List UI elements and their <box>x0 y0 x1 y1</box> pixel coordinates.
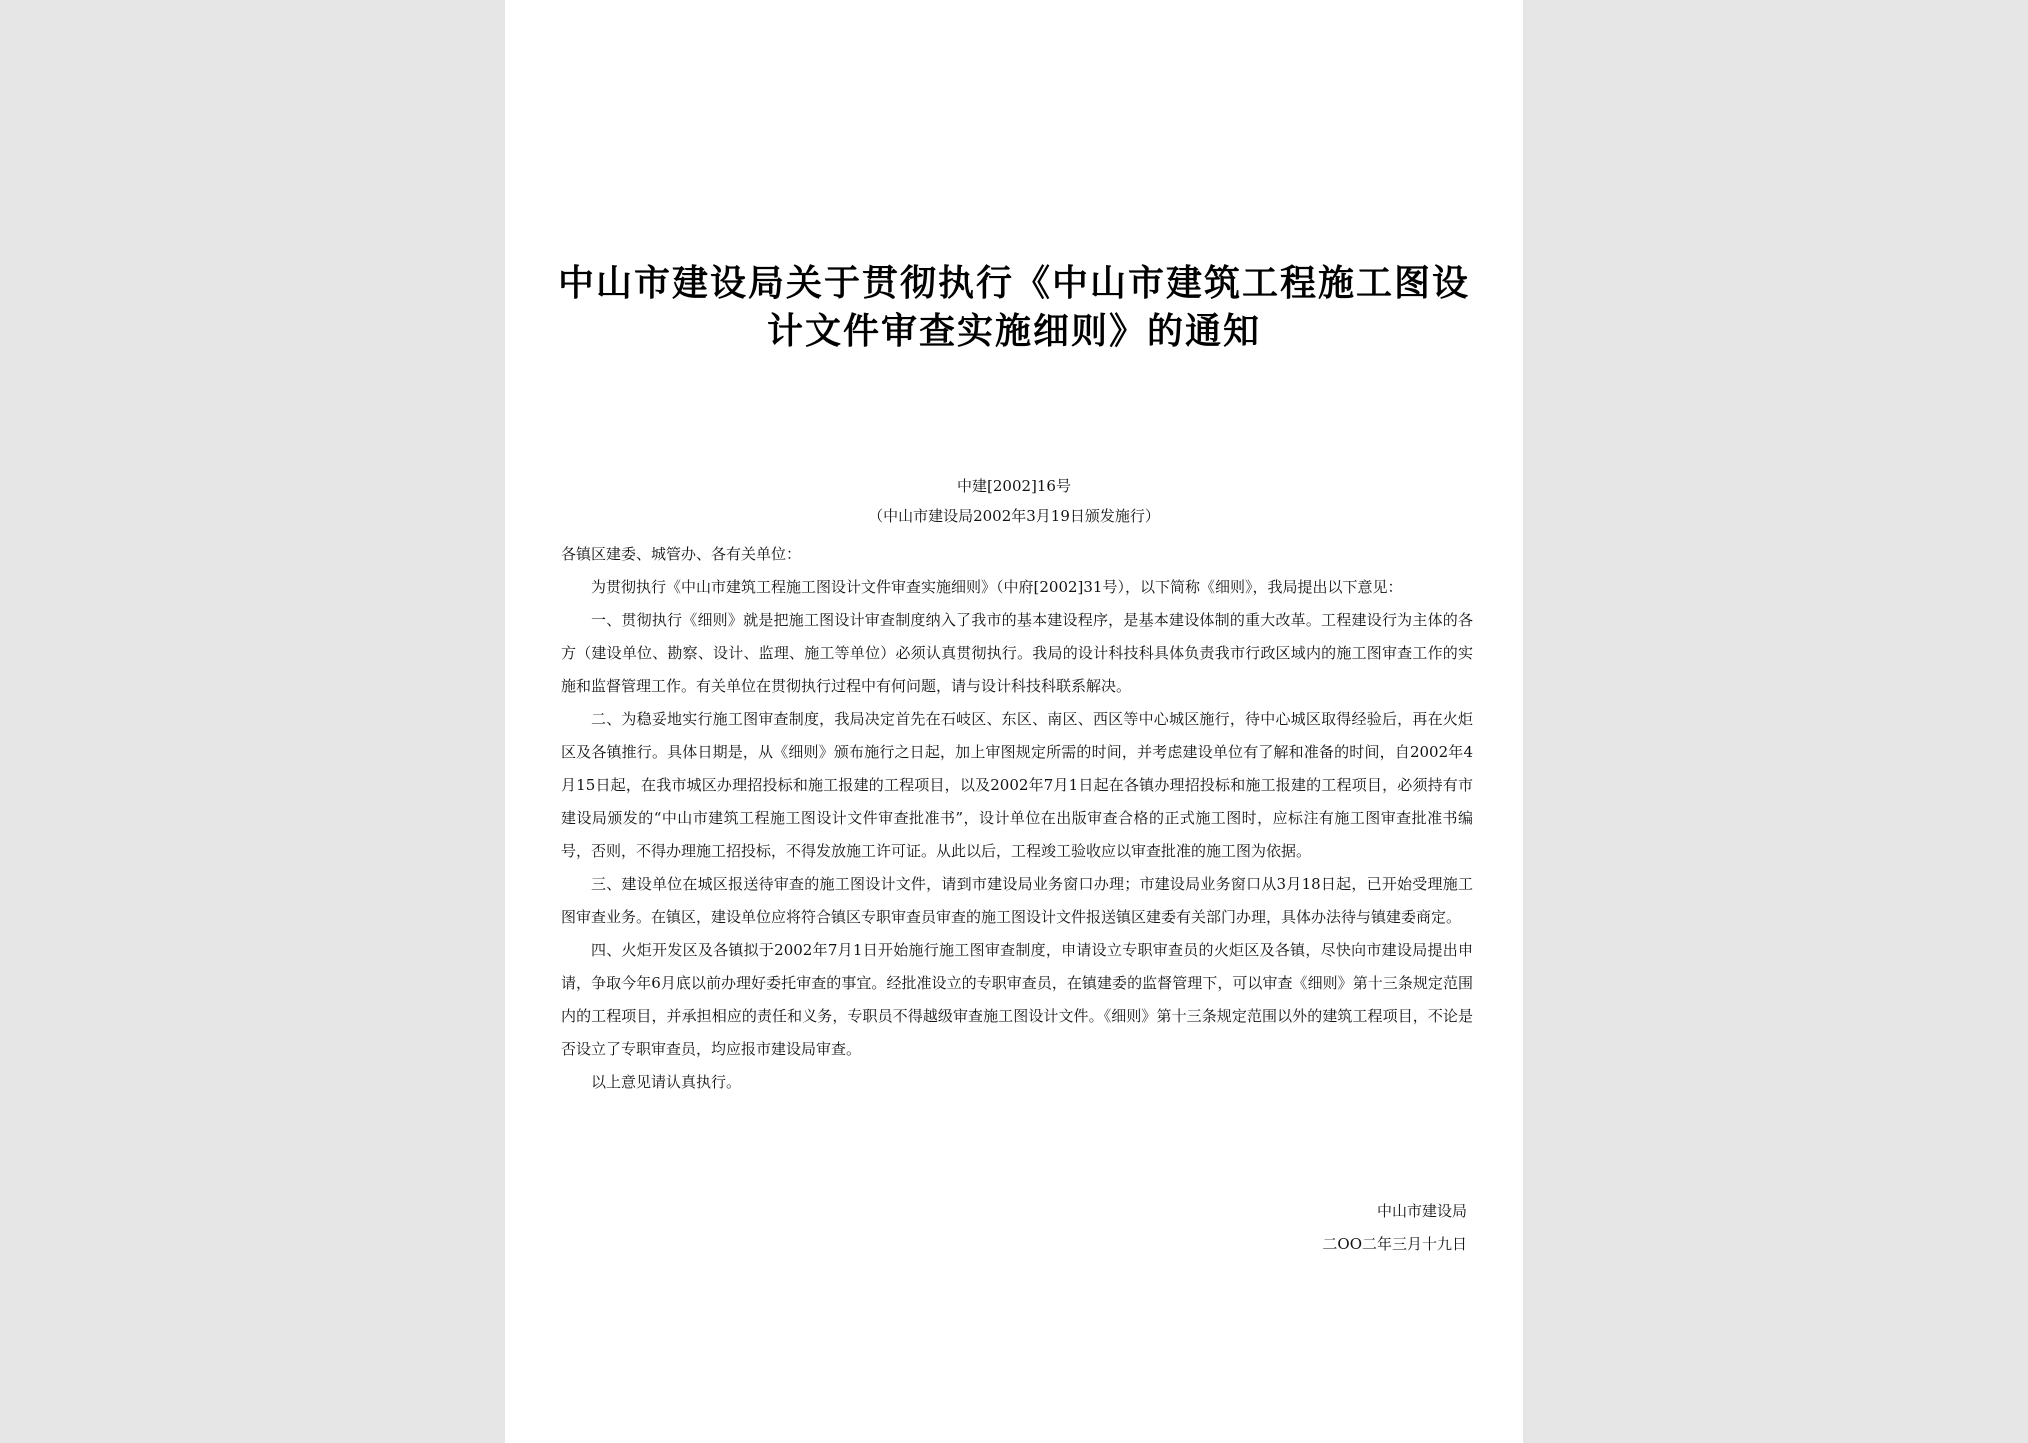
document-page <box>505 0 1523 1443</box>
title-line-2: 计文件审查实施细则》的通知 <box>766 311 1261 352</box>
document-body <box>561 538 1473 1099</box>
title-line-1: 中山市建设局关于贯彻执行《中山市建筑工程施工图设 <box>557 263 1470 304</box>
paragraph-item-4: 四、火炬开发区及各镇拟于2002年7月1日开始施行施工图审查制度，申请设立专职审查员的火炬区及各镇，尽快向市建设局提出申请，争取今年6月底以前办理好委托审查的事宜。经批准设立的专职审查员，在镇建委的监督管理下，可以审查《细则》第十三条规定范围内的工程项目，并承担相应的责任和义务，专职员不得越级审查施工图设计文件。《细则》第十三条规定范围以外的建筑工程项目，不论是否设立了专职审查员，均应报市建设局审查。 <box>561 941 1473 1058</box>
signature-date: 二OO二年三月十九日 <box>1322 1235 1467 1253</box>
page-title <box>545 260 1483 356</box>
paragraph-intro: 为贯彻执行《中山市建筑工程施工图设计文件审查实施细则》（中府[2002]31号），以下简称《细则》，我局提出以下意见： <box>591 578 1403 596</box>
issue-note: （中山市建设局2002年3月19日颁发施行） <box>868 507 1160 525</box>
paragraph-item-3: 三、建设单位在城区报送待审查的施工图设计文件，请到市建设局业务窗口办理；市建设局业务窗口从3月18日起，已开始受理施工图审查业务。在镇区，建设单位应将符合镇区专职审查员审查的施工图设计文件报送镇区建委有关部门办理，具体办法待与镇建委商定。 <box>561 875 1473 926</box>
paragraph-item-1: 一、贯彻执行《细则》就是把施工图设计审查制度纳入了我市的基本建设程序，是基本建设体制的重大改革。工程建设行为主体的各方（建设单位、勘察、设计、监理、施工等单位）必须认真贯彻执行。我局的设计科技科具体负责我市行政区域内的施工图审查工作的实施和监督管理工作。有关单位在贯彻执行过程中有何问题，请与设计科技科联系解决。 <box>561 611 1473 695</box>
document-number: 中建[2002]16号 <box>957 477 1071 495</box>
paragraph-item-2: 二、为稳妥地实行施工图审查制度，我局决定首先在石岐区、东区、南区、西区等中心城区施行，待中心城区取得经验后，再在火炬区及各镇推行。具体日期是，从《细则》颁布施行之日起，加上审图规定所需的时间，并考虑建设单位有了解和准备的时间，自2002年4月15日起，在我市城区办理招投标和施工报建的工程项目，以及2002年7月1日起在各镇办理招投标和施工报建的工程项目，必须持有市建设局颁发的“中山市建筑工程施工图设计文件审查批准书”，设计单位在出版审查合格的正式施工图时，应标注有施工图审查批准书编号，否则，不得办理施工招投标，不得发放施工许可证。从此以后，工程竣工验收应以审查批准的施工图为依据。 <box>561 710 1473 860</box>
signature-block <box>1322 1195 1467 1261</box>
salutation: 各镇区建委、城管办、各有关单位： <box>561 545 802 563</box>
signature-org: 中山市建设局 <box>1376 1202 1467 1220</box>
closing-line: 以上意见请认真执行。 <box>591 1073 742 1091</box>
